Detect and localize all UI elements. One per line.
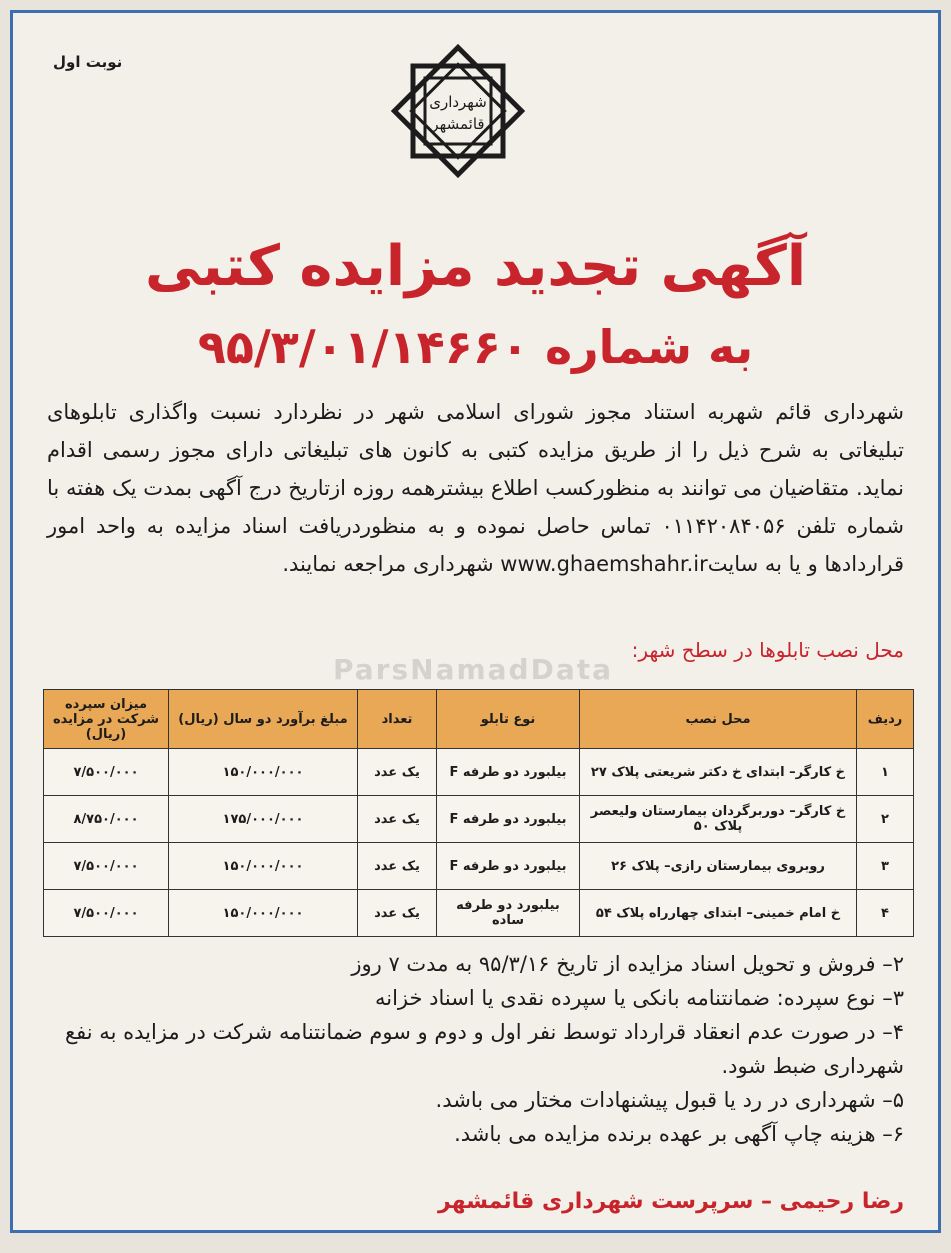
header-estimate: مبلغ برآورد دو سال (ریال) xyxy=(169,690,358,749)
table-row xyxy=(44,890,914,937)
cell-row-number: ۱ xyxy=(857,749,914,796)
note-item: ۶– هزینه چاپ آگهی بر عهده برنده مزایده می باشد. xyxy=(454,1122,904,1146)
header-board-type: نوع تابلو xyxy=(437,690,580,749)
note-item: ۵– شهرداری در رد یا قبول پیشنهادات مختار می باشد. xyxy=(435,1088,904,1112)
cell-estimate: ۱۵۰/۰۰۰/۰۰۰ xyxy=(169,749,358,796)
header-deposit: میزان سپرده شرکت در مزایده (ریال) xyxy=(44,690,169,749)
note-item: ۲– فروش و تحویل اسناد مزایده از تاریخ ۹۵/۳/۱۶ به مدت ۷ روز xyxy=(351,952,904,976)
notice-number: به شماره ۹۵/۳/۰۱/۱۴۶۶۰ xyxy=(197,320,754,374)
header-location: محل نصب xyxy=(580,690,857,749)
cell-location: روبروی بیمارستان رازی– پلاک ۲۶ xyxy=(580,843,857,890)
table-row xyxy=(44,796,914,843)
cell-row-number: ۲ xyxy=(857,796,914,843)
notes-list xyxy=(47,947,904,1151)
cell-count: یک عدد xyxy=(358,890,437,937)
cell-deposit: ۷/۵۰۰/۰۰۰ xyxy=(44,843,169,890)
logo-text-line2: قائمشهر xyxy=(431,115,485,133)
municipality-logo xyxy=(378,31,538,191)
table-header-row xyxy=(44,690,914,749)
cell-count: یک عدد xyxy=(358,796,437,843)
watermark-text: ParsNamadData xyxy=(333,653,613,686)
notice-title: آگهی تجدید مزایده کتبی xyxy=(144,234,807,299)
table-row xyxy=(44,749,914,796)
cell-estimate: ۱۷۵/۰۰۰/۰۰۰ xyxy=(169,796,358,843)
cell-location: خ کارگر– ابتدای خ دکتر شریعتی پلاک ۲۷ xyxy=(580,749,857,796)
cell-location: خ کارگر– دوربرگردان بیمارستان ولیعصر پلاک ۵۰ xyxy=(580,796,857,843)
cell-deposit: ۷/۵۰۰/۰۰۰ xyxy=(44,890,169,937)
cell-location: خ امام خمینی– ابتدای چهارراه پلاک ۵۴ xyxy=(580,890,857,937)
table-row xyxy=(44,843,914,890)
notice-page xyxy=(10,10,941,1233)
header-count: تعداد xyxy=(358,690,437,749)
cell-row-number: ۳ xyxy=(857,843,914,890)
cell-deposit: ۸/۷۵۰/۰۰۰ xyxy=(44,796,169,843)
cell-row-number: ۴ xyxy=(857,890,914,937)
cell-board-type: بیلبورد دو طرفه F xyxy=(437,749,580,796)
signature: رضا رحیمی – سرپرست شهرداری قائمشهر xyxy=(438,1189,904,1214)
cell-board-type: بیلبورد دو طرفه F xyxy=(437,796,580,843)
boards-table xyxy=(43,689,914,937)
note-item: ۴– در صورت عدم انعقاد قرارداد توسط نفر اول و دوم و سوم ضمانتنامه شرکت در مزایده به نفع شهرداری ضبط شود. xyxy=(64,1020,904,1078)
intro-paragraph: شهرداری قائم شهربه استناد مجوز شورای اسلامی شهر در نظردارد نسبت واگذاری تابلوهای تبلیغاتی به شرح ذیل را از طریق مزایده کتبی به کانون های تبلیغاتی دارای مجوز رسمی اقدام نماید. متقاضیان می توانند به منظورکسب اطلاع بیشترهمه روزه ازتاریخ درج آگهی بمدت یک هفته با شماره تلفن ۰۱۱۴۲۰۸۴۰۵۶ تماس حاصل نموده و به منظوردریافت اسناد مزایده به واحد امور قراردادها و یا به سایتwww.ghaemshahr.ir شهرداری مراجعه نمایند. xyxy=(47,400,904,576)
cell-deposit: ۷/۵۰۰/۰۰۰ xyxy=(44,749,169,796)
cell-estimate: ۱۵۰/۰۰۰/۰۰۰ xyxy=(169,843,358,890)
edition-label: نوبت اول xyxy=(53,53,123,71)
cell-estimate: ۱۵۰/۰۰۰/۰۰۰ xyxy=(169,890,358,937)
note-item: ۳– نوع سپرده: ضمانتنامه بانکی یا سپرده نقدی یا اسناد خزانه xyxy=(374,986,904,1010)
logo-text-line1: شهرداری xyxy=(429,93,487,111)
location-heading: محل نصب تابلوها در سطح شهر: xyxy=(631,638,904,662)
cell-board-type: بیلبورد دو طرفه F xyxy=(437,843,580,890)
cell-count: یک عدد xyxy=(358,843,437,890)
header-row-number: ردیف xyxy=(857,690,914,749)
cell-board-type: بیلبورد دو طرفه ساده xyxy=(437,890,580,937)
cell-count: یک عدد xyxy=(358,749,437,796)
